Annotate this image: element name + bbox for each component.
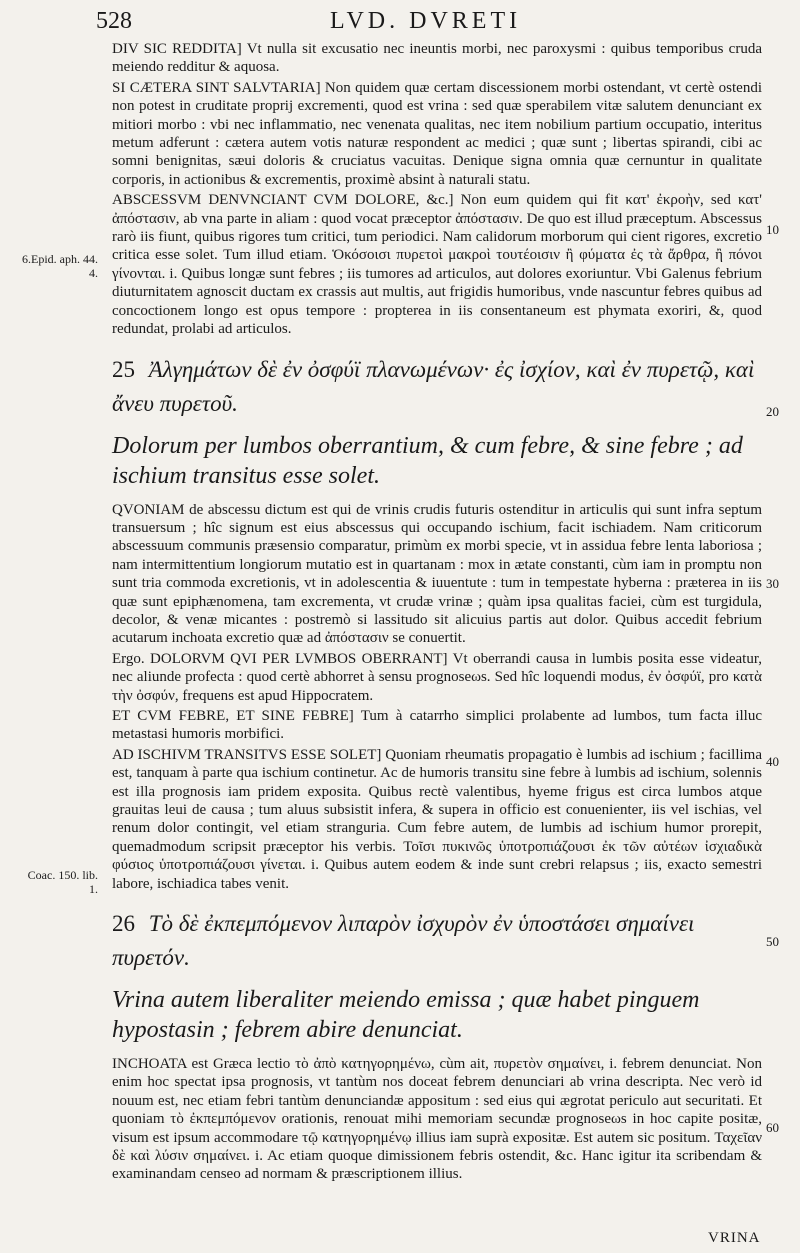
paragraph: Ergo. DOLORVM QVI PER LVMBOS OBERRANT] Vt oberrandi causa in lumbis posita esse videatur, nec aliunde profecta : quod certè abhorret à sensu prognoseωs. Sed hîc loquendi modus, ἐν ὀσφύϊ, pro κατὰ τὴν ὀσφύν, frequens est apud Hippocratem. xyxy=(112,650,762,704)
greek-text: Ἀλγημάτων δὲ ἐν ὀσφύϊ πλανωμένων· ἐς ἰσχίον, καὶ ἐν πυρετῷ, καὶ ἄνευ πυρετοῦ. xyxy=(112,356,755,416)
aphorism-25-greek xyxy=(112,353,762,421)
margin-note-epid: 6.Epid. aph. 44. 4. xyxy=(22,252,98,280)
main-text xyxy=(112,40,762,1186)
margin-note-coac: Coac. 150. lib. 1. xyxy=(27,868,98,896)
paragraph: DIV SIC REDDITA] Vt nulla sit excusatio nec ineuntis morbi, nec paroxysmi : quibus temporibus cruda meiendo redditur & aquosa. xyxy=(112,41,762,76)
line-number: 10 xyxy=(766,222,779,237)
catchword: VRINA xyxy=(708,1230,761,1246)
line-number: 30 xyxy=(766,576,779,591)
page-header xyxy=(0,4,800,40)
aphorism-26-latin: Vrina autem liberaliter meiendo emissa ; quæ habet pinguem hypostasin ; febrem abire denunciat. xyxy=(112,987,700,1044)
aphorism-25-latin: Dolorum per lumbos oberrantium, & cum febre, & sine febre ; ad ischium transitus esse solet. xyxy=(112,432,743,489)
line-number: 60 xyxy=(766,1120,779,1135)
line-number: 20 xyxy=(766,404,779,419)
greek-text: Τὸ δὲ ἐκπεμπόμενον λιπαρὸν ἰσχυρὸν ἐν ὑποστάσει σημαίνει πυρετόν. xyxy=(112,911,695,971)
page-number: 528 xyxy=(96,8,132,34)
paragraph: INCHOATA est Græca lectio τὸ ἀπὸ κατηγορημένω, cùm ait, πυρετὸν σημαίνει, i. febrem denunciat. Non enim hoc spectat ipsa prognosis, vt tantùm nos doceat febrem denunciari ab vrina descripta. Nec verò id nouum est, nec etiam febri tantùm denunciandæ appositum : sed eius qui ægrotat periculo aut securitati. Et quoniam τὸ ἐκπεμπόμενον orationis, renouat mihi memoriam secundæ prognoseωs in hoc capite positæ, visum est ipsum accommodare τῷ κατηγορημένῳ illius iam suprà expositæ. Est autem sic positum. Ταχεῖαν δὲ καὶ λύσιν σημαίνει. i. Ac etiam quoque dimissionem febris ostendit, &c. Hanc igitur ita scribendam & examinandam censeo ad normam & præscriptionem illius. xyxy=(112,1056,762,1183)
running-head: LVD. DVRETI xyxy=(330,8,522,34)
line-number: 40 xyxy=(766,754,779,769)
line-number: 50 xyxy=(766,934,779,949)
paragraph: ET CVM FEBRE, ET SINE FEBRE] Tum à catarrho simplici prolabente ad lumbos, tum facta illuc metastasi humoris morbifici. xyxy=(112,707,762,743)
aphorism-number: 26 xyxy=(112,911,135,937)
aphorism-number: 25 xyxy=(112,356,135,382)
aphorism-26-greek xyxy=(112,907,762,975)
paragraph: AD ISCHIVM TRANSITVS ESSE SOLET] Quoniam rheumatis propagatio è lumbis ad ischium ; facillima est, tanquam à parte qua ischium continetur. Ac de humoris transitu sine febre à lumbis ad ischium, solennis est illa prognosis iam pridem exposita. Quibus rectè valentibus, hyeme frigus est circa lumbos atque grauitas leui de causa ; tum aluus subsistit infera, & supera in officio est conuenienter, iis vel ischias, vel renum dolor contingit, vel etiam stranguria. Cum febre autem, de lumbis ad ischium humor prorepit, quemadmodum scripsit præceptor his verbis. Τοῖσι πυκινῶς ὑποτροπιάζουσι ἐκ τῶν αὐτέων ἰσχιαδικὰ φύσιος ὑποτροπιάζουσι γίνεται. i. Quibus autem eodem & inde sunt crebri relapsus ; iis, exacto semestri labore, ischiadica tabes venit. xyxy=(112,746,762,892)
paragraph: SI CÆTERA SINT SALVTARIA] Non quidem quæ certam discessionem morbi ostendant, vt certè ostendi non potest in cruditate proprij excrementi, quod est vrina : sed quæ sperabilem vitæ salutem denunciant ex mitiori morbo : vbi nec inflammatio, nec venenata qualitas, nec item nobilium partium occupatio, interitus metum adferunt : cætera autem votis naturæ respondent ac medici ; quæ sunt ; libertas spirandi, cibi ac somni benignitas, sæui doloris & cruciatus vacuitas. Denique signa omnia quæ cernuntur in qualitate corporis, in actionibus & excrementis, proximè absint à naturali statu. xyxy=(112,79,762,188)
paragraph: QVONIAM de abscessu dictum est qui de vrinis crudis futuris ostenditur in articulis qui sunt infra septum transuersum ; hîc signum est eius abscessus qui occupando ischium, facit ischiadem. Nam criticorum abscessuum communis præsensio comparatur, primùm ex morbi specie, vt in assidua febre lenta laboriosa ; nam intermittentium longiorum mutatio est in quartanam : mox in ætate constanti, cùm iam in promptu non sunt tria commoda excretionis, vt in adolescentia & iuuentute : tum in tempestate hyberna : præterea in iis quæ sunt epiphænomena, tam excrementa, vt crudæ vrinæ ; quàm ipsa qualitas faciei, cùm est turgidula, decolor, & venæ micantes : postremò si lassitudo sit alicuius partis aut dolor. Quibus accedit febrium acutarum inchoata excretio quæ ad ἀπόστασιν se conuertit. xyxy=(112,501,762,647)
paragraph: ABSCESSVM DENVNCIANT CVM DOLORE, &c.] Non eum quidem qui fit κατ' ἐκροὴν, sed κατ' ἀπόστασιν, ab vna parte in aliam : quod vocat præceptor ἀπόστασιν. De quo est illud præceptum. Abscessus rarò iis fiunt, quibus rigores tum critici, tum periodici. Nam calidorum morborum qui cient rigores, excretio critica esse solet. Tum illud etiam. Ὁκόσοισι πυρετοὶ μακροὶ τουτέοισιν ἢ φύματα ἐς τὰ ἄρθρα, ἢ πόνοι γίνονται. i. Quibus longæ sunt febres ; iis tumores ad articulos, aut dolores exoriuntur. Vbi Galenus febrium diuturnitatem agnoscit ductam ex crassis aut multis, aut frigidis humoribus, vnde nascuntur febres quibus ad concoctionem longo est opus tempore : propterea in iis consentaneum est phymata exoriri, &, quod redundat, prolabi ad articulos. xyxy=(112,192,762,338)
